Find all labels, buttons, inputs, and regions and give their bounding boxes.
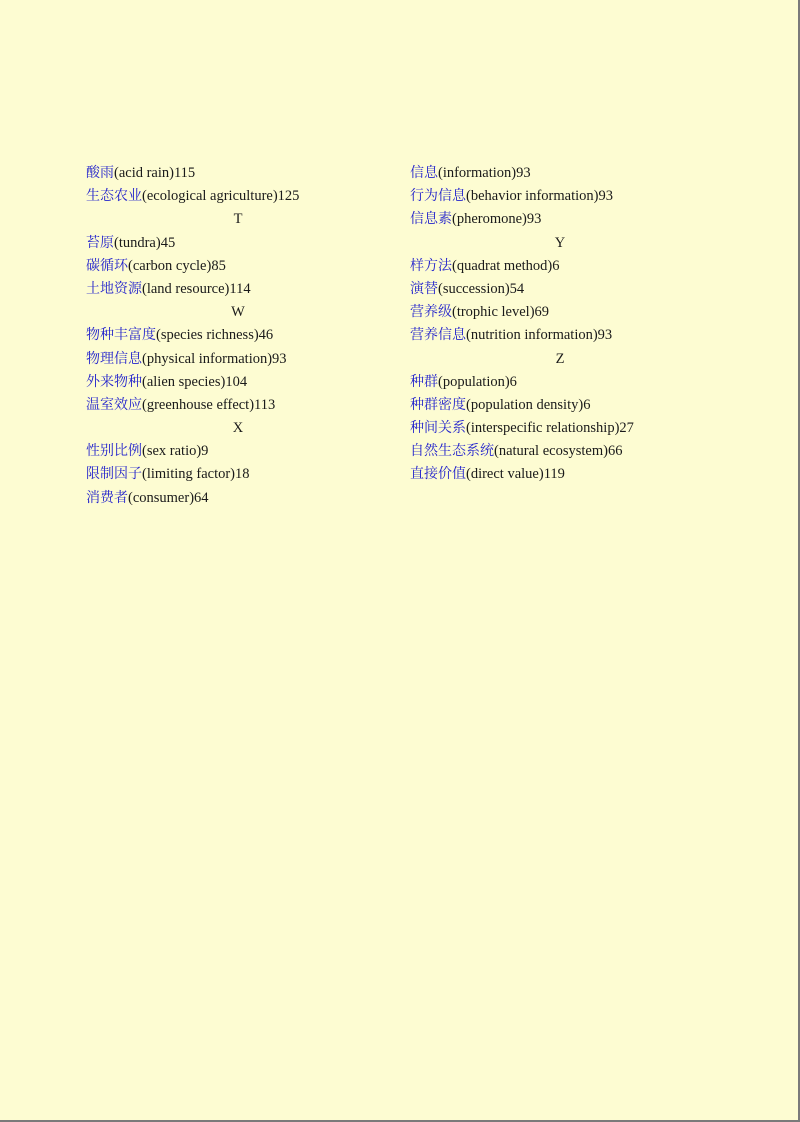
index-entry [86, 463, 390, 486]
index-entry [86, 278, 390, 301]
index-entry [410, 278, 710, 301]
index-term-chinese: 温室效应 [86, 396, 142, 413]
index-term-chinese: 物理信息 [86, 350, 142, 367]
index-column-left [86, 162, 390, 510]
index-term-chinese: 苔原 [86, 234, 114, 251]
index-term-chinese: 信息 [410, 165, 438, 181]
index-term-chinese: 物种丰富度 [86, 327, 156, 344]
index-entry [410, 417, 710, 440]
index-term-chinese: 营养信息 [410, 327, 466, 344]
index-term-chinese: 营养级 [410, 304, 452, 321]
index-term-english-page: (pheromone)93 [452, 211, 542, 228]
index-entry [410, 208, 710, 231]
index-column-right [410, 162, 710, 487]
index-term-english-page: (alien species)104 [142, 373, 248, 390]
index-term-chinese: 种群 [410, 373, 438, 390]
index-term-chinese: 酸雨 [86, 165, 114, 181]
index-term-english-page: (nutrition information)93 [466, 327, 613, 344]
index-term-english-page: (land resource)114 [142, 280, 251, 297]
index-term-chinese: 行为信息 [410, 188, 466, 205]
index-entry [86, 348, 390, 371]
index-section-letter: X [232, 420, 244, 437]
index-term-chinese: 消费者 [86, 489, 128, 506]
index-entry [86, 394, 390, 417]
index-entry [410, 394, 710, 417]
index-term-chinese: 限制因子 [86, 466, 142, 483]
index-entry [86, 185, 390, 208]
index-entry [410, 371, 710, 394]
index-term-chinese: 种间关系 [410, 420, 466, 437]
index-term-english-page: (population)6 [438, 373, 517, 390]
index-term-english-page: (quadrat method)6 [452, 257, 560, 274]
index-term-english-page: (trophic level)69 [452, 304, 550, 321]
index-entry [86, 440, 390, 463]
index-entry [410, 185, 710, 208]
index-term-chinese: 生态农业 [86, 188, 142, 205]
index-term-english-page: (population density)6 [466, 396, 591, 413]
index-entry [86, 371, 390, 394]
index-term-chinese: 碳循环 [86, 257, 128, 274]
index-term-chinese: 演替 [410, 280, 438, 297]
index-term-english-page: (greenhouse effect)113 [142, 396, 276, 413]
index-term-chinese: 自然生态系统 [410, 443, 494, 460]
index-term-english-page: (behavior information)93 [466, 188, 613, 205]
index-term-english-page: (natural ecosystem)66 [494, 443, 623, 460]
index-section-letter: W [231, 304, 245, 321]
index-term-chinese: 外来物种 [86, 373, 142, 390]
index-entry [86, 324, 390, 347]
index-entry [410, 255, 710, 278]
index-term-english-page: (physical information)93 [142, 350, 287, 367]
index-term-chinese: 种群密度 [410, 396, 466, 413]
index-entry [86, 487, 390, 510]
index-term-chinese: 直接价值 [410, 466, 466, 483]
index-section-letter: Y [554, 234, 566, 251]
index-term-english-page: (species richness)46 [156, 327, 274, 344]
index-term-english-page: (ecological agriculture)125 [142, 188, 300, 205]
index-section-letter: Z [555, 350, 565, 367]
index-term-english-page: (acid rain)115 [114, 165, 196, 181]
index-term-chinese: 性别比例 [86, 443, 142, 460]
index-term-english-page: (information)93 [438, 165, 531, 181]
index-term-chinese: 土地资源 [86, 280, 142, 297]
index-term-english-page: (sex ratio)9 [142, 443, 209, 460]
index-term-english-page: (interspecific relationship)27 [466, 420, 634, 437]
index-term-english-page: (limiting factor)18 [142, 466, 250, 483]
index-entry [86, 232, 390, 255]
index-entry [410, 324, 710, 347]
index-term-chinese: 样方法 [410, 257, 452, 274]
index-section-letter: T [233, 211, 243, 228]
index-entry [410, 463, 710, 486]
index-term-chinese: 信息素 [410, 211, 452, 228]
index-term-english-page: (consumer)64 [128, 489, 209, 506]
index-term-english-page: (carbon cycle)85 [128, 257, 226, 274]
index-entry [410, 162, 710, 185]
index-term-english-page: (tundra)45 [114, 234, 176, 251]
index-term-english-page: (direct value)119 [466, 466, 565, 483]
index-entry [86, 162, 390, 185]
index-entry [410, 301, 710, 324]
index-entry [410, 440, 710, 463]
index-term-english-page: (succession)54 [438, 280, 525, 297]
index-entry [86, 255, 390, 278]
